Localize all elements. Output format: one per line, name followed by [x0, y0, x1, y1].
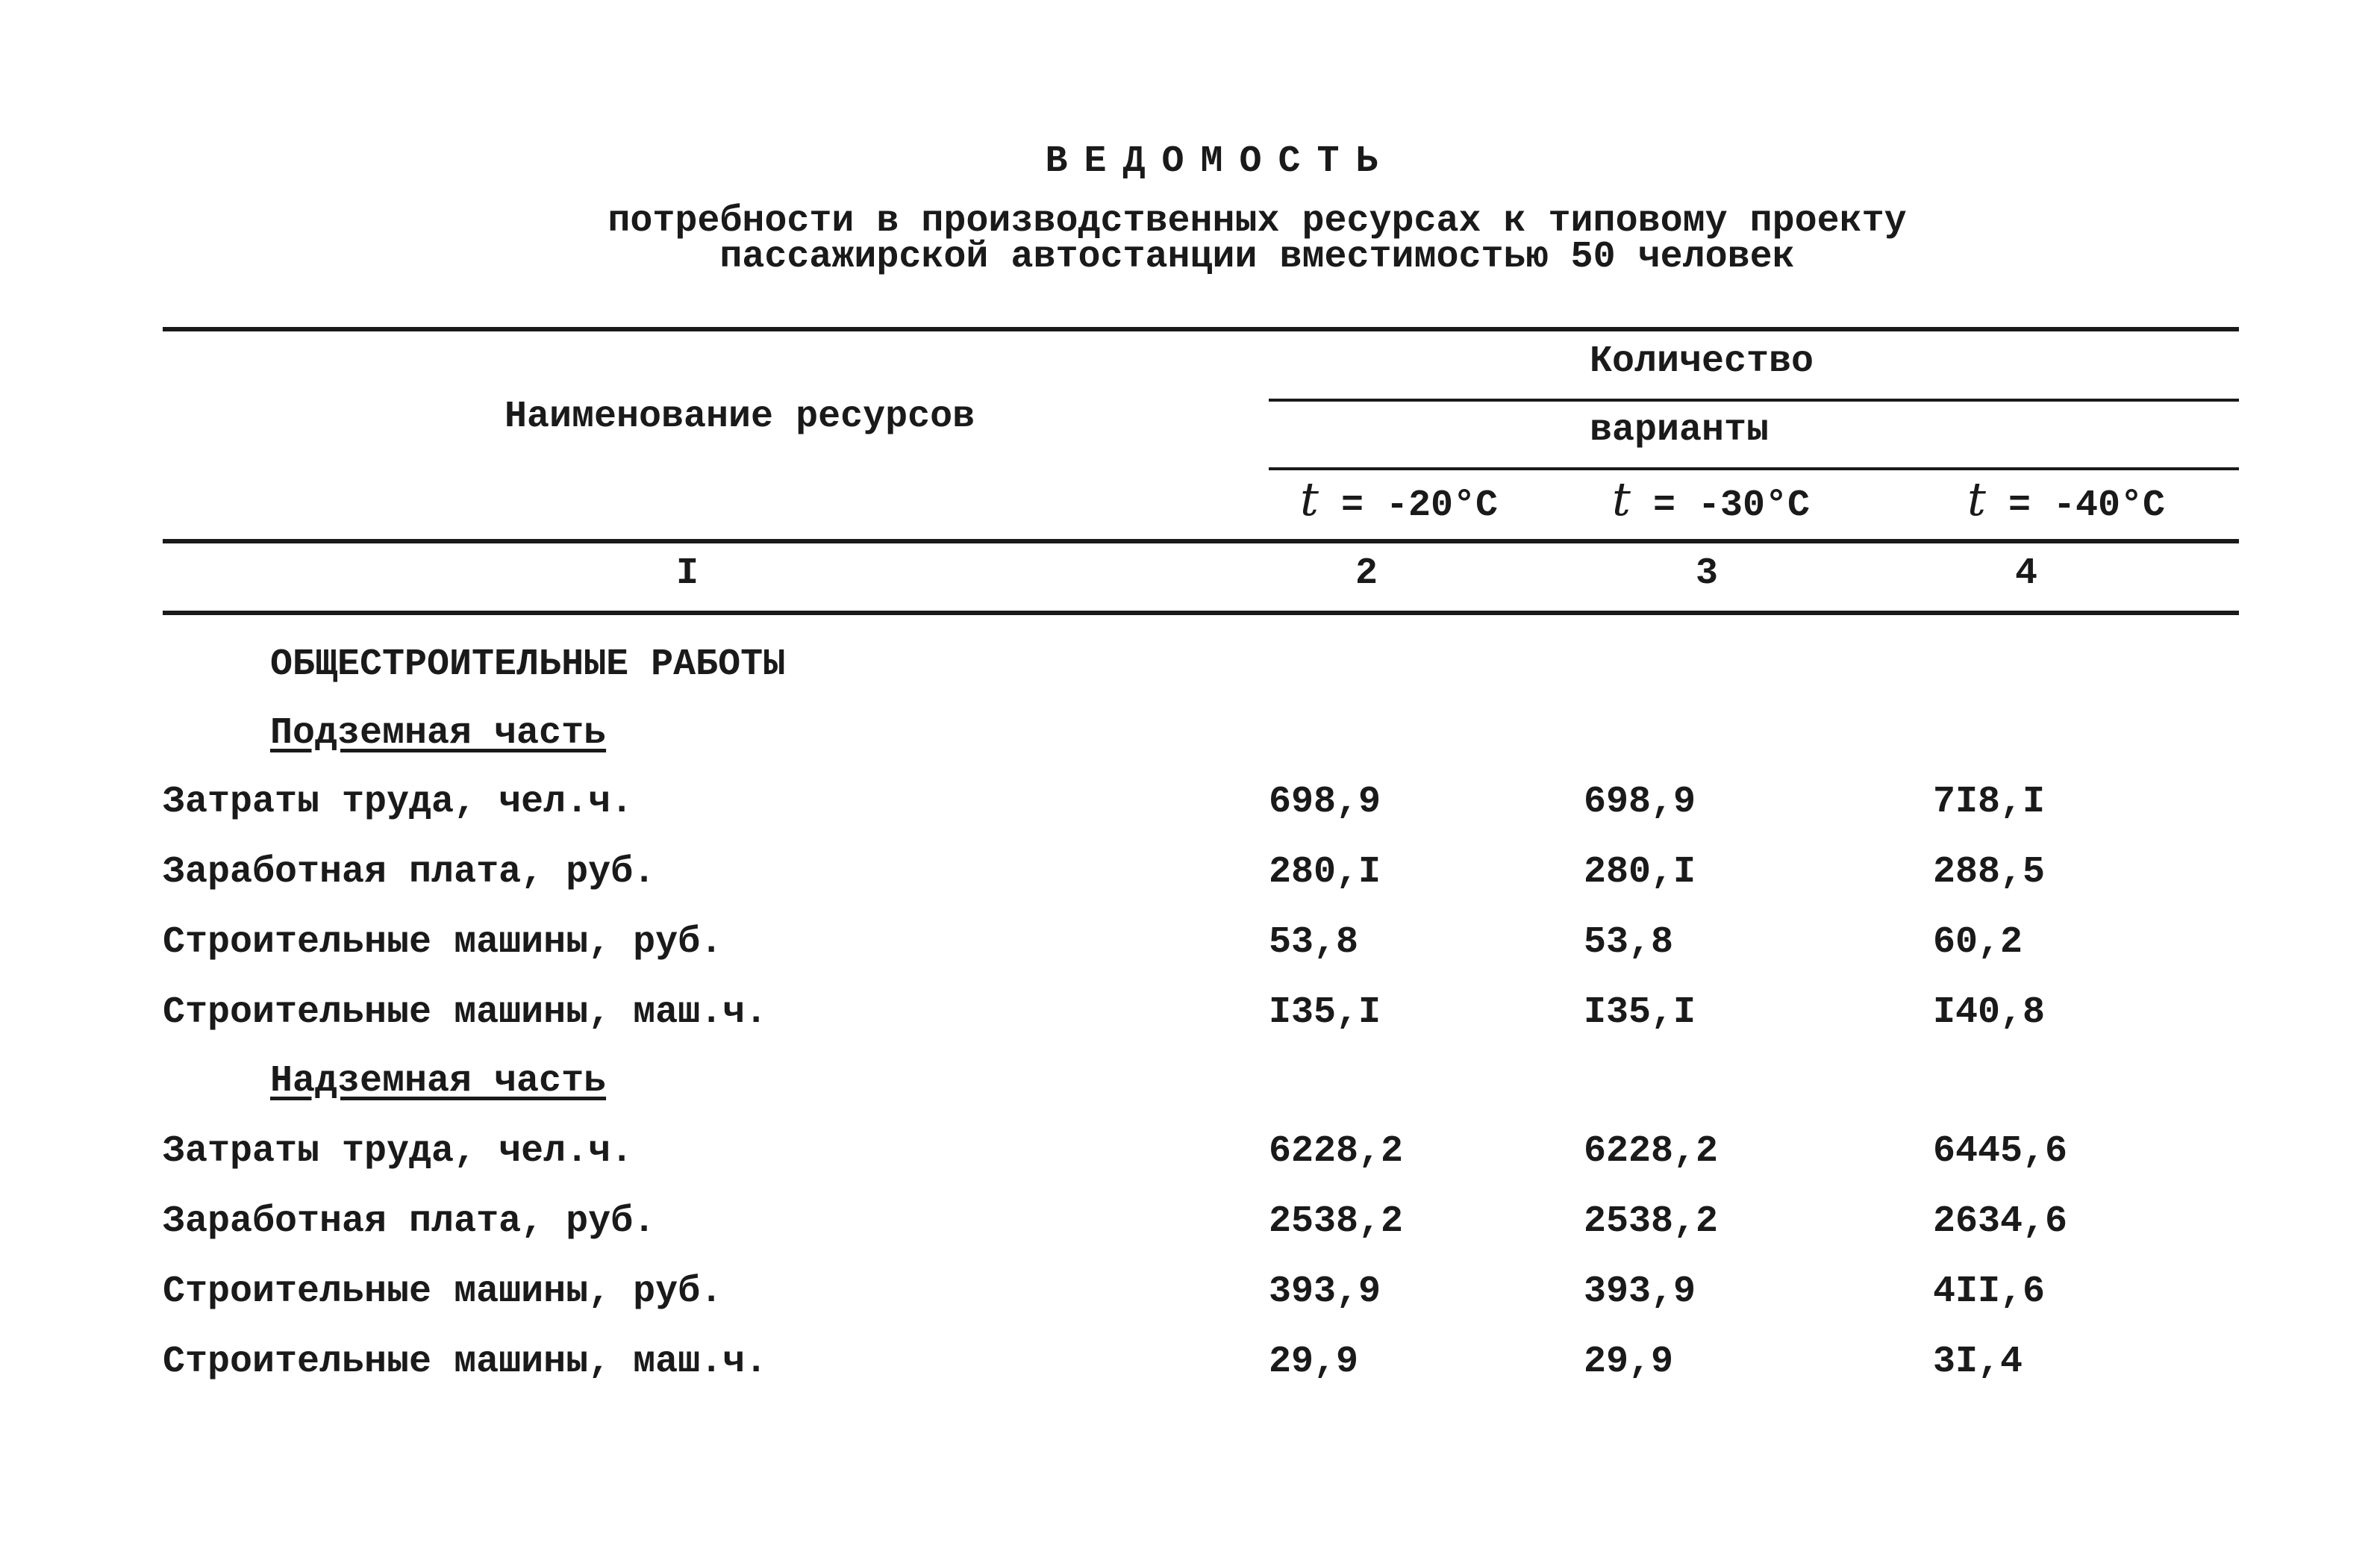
col-number-3: 3: [1696, 552, 1719, 595]
section-title: ОБЩЕСТРОИТЕЛЬНЫЕ РАБОТЫ: [270, 643, 786, 686]
row-value-v3: 288,5: [1933, 851, 2046, 894]
row-value-v3: 6445,6: [1933, 1130, 2068, 1173]
row-value-v2: 53,8: [1584, 921, 1674, 964]
row-value-v2: 29,9: [1584, 1341, 1674, 1383]
temperature-symbol: t: [1300, 472, 1319, 526]
col-number-2: 2: [1355, 552, 1378, 595]
row-value-v2: 6228,2: [1584, 1130, 1719, 1173]
group-title-underground: Подземная часть: [270, 712, 607, 755]
row-label: Строительные машины, маш.ч.: [163, 991, 768, 1034]
row-value-v3: I40,8: [1933, 991, 2046, 1034]
header-variant-3: [1967, 472, 2165, 527]
variant-2-value: = -30°C: [1652, 484, 1810, 527]
row-value-v3: 2634,6: [1933, 1200, 2068, 1243]
header-variant-1: [1300, 472, 1498, 527]
col-number-1: I: [676, 552, 699, 595]
row-value-v2: 2538,2: [1584, 1200, 1719, 1243]
row-value-v2: 698,9: [1584, 781, 1696, 823]
row-label: Заработная плата, руб.: [163, 1200, 656, 1243]
variant-1-value: = -20°C: [1340, 484, 1498, 527]
group-title-aboveground: Надземная часть: [270, 1060, 607, 1103]
row-value-v3: 60,2: [1933, 921, 2023, 964]
row-label: Затраты труда, чел.ч.: [163, 1130, 634, 1173]
numbers-bottom-rule: [163, 611, 2239, 615]
row-label: Строительные машины, руб.: [163, 921, 723, 964]
document-title: ВЕДОМОСТЬ: [1045, 140, 1395, 183]
variant-3-value: = -40°C: [2008, 484, 2165, 527]
row-value-v3: 4II,6: [1933, 1271, 2046, 1313]
table-top-rule: [163, 327, 2239, 331]
row-value-v3: 3I,4: [1933, 1341, 2023, 1383]
row-value-v1: 393,9: [1269, 1271, 1381, 1313]
row-label: Заработная плата, руб.: [163, 851, 656, 894]
col-number-4: 4: [2015, 552, 2038, 595]
row-value-v1: 29,9: [1269, 1341, 1359, 1383]
row-label: Затраты труда, чел.ч.: [163, 781, 634, 823]
row-value-v1: 698,9: [1269, 781, 1381, 823]
row-value-v1: I35,I: [1269, 991, 1381, 1034]
header-quantity: Количество: [1590, 340, 1814, 383]
row-value-v1: 6228,2: [1269, 1130, 1404, 1173]
row-value-v1: 53,8: [1269, 921, 1359, 964]
header-resource-name: Наименование ресурсов: [505, 396, 975, 438]
row-value-v2: 280,I: [1584, 851, 1696, 894]
header-bottom-rule: [163, 539, 2239, 543]
document-subtitle-line2: пассажирской автостанции вместимостью 50 человек: [719, 236, 1795, 278]
temperature-symbol: t: [1612, 472, 1631, 526]
row-value-v3: 7I8,I: [1933, 781, 2046, 823]
row-value-v2: I35,I: [1584, 991, 1696, 1034]
row-value-v1: 2538,2: [1269, 1200, 1404, 1243]
row-label: Строительные машины, маш.ч.: [163, 1341, 768, 1383]
document-subtitle-line1: потребности в производственных ресурсах к типовому проекту: [608, 200, 1907, 243]
row-value-v1: 280,I: [1269, 851, 1381, 894]
quantity-rule: [1269, 399, 2239, 402]
row-label: Строительные машины, руб.: [163, 1271, 723, 1313]
temperature-symbol: t: [1967, 472, 1986, 526]
header-variants: варианты: [1590, 409, 1770, 452]
row-value-v2: 393,9: [1584, 1271, 1696, 1313]
header-variant-2: [1612, 472, 1810, 527]
variants-rule: [1269, 467, 2239, 470]
